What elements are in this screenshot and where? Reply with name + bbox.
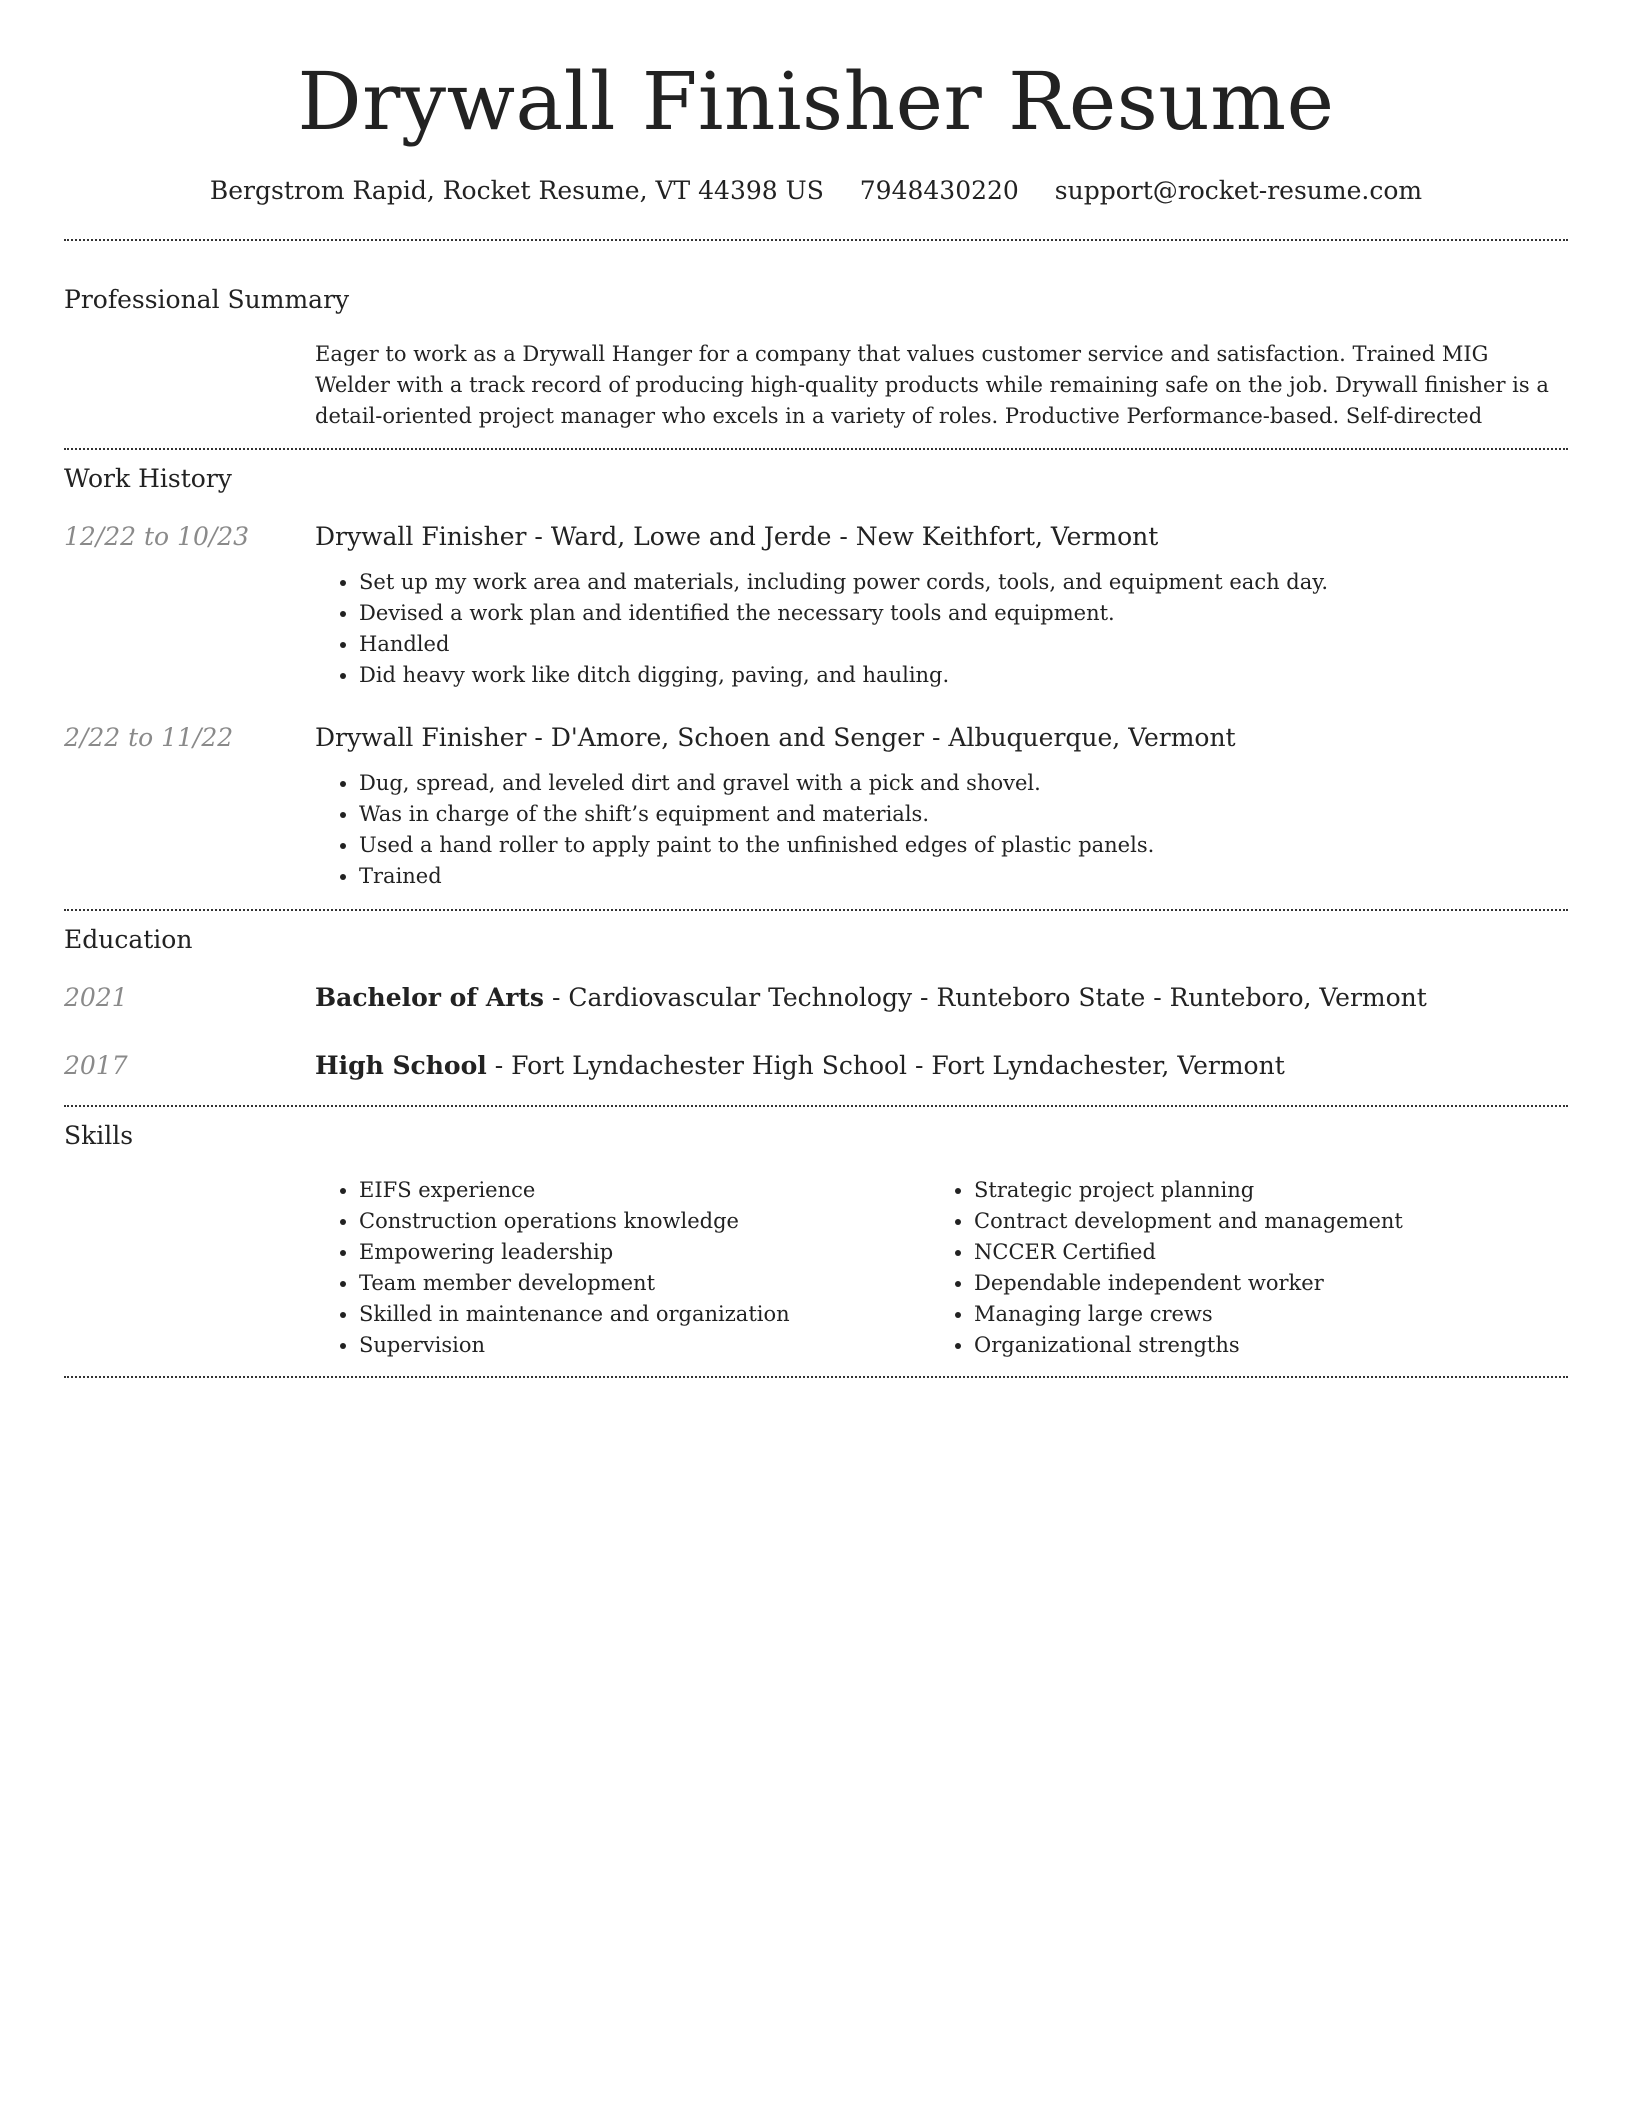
education-field: Cardiovascular Technology: [568, 983, 913, 1012]
contact-phone: 7948430220: [859, 176, 1019, 205]
list-item: • Used a hand roller to apply paint to the unfinished edges of plastic panels.: [359, 830, 1568, 861]
divider: [64, 1376, 1568, 1378]
education-body: [315, 1049, 1568, 1083]
skills-section: [64, 1119, 1568, 1361]
skill-item: • Team member development: [359, 1268, 930, 1299]
job-position: Drywall Finisher: [315, 723, 527, 752]
education-title-line: High School - Fort Lyndachester High School - Fort Lyndachester, Vermont: [315, 1051, 1285, 1080]
skills-list-left: [315, 1175, 930, 1361]
skill-item: • Strategic project planning: [974, 1175, 1545, 1206]
job-position: Drywall Finisher: [315, 522, 527, 551]
job-bullets: [315, 768, 1568, 892]
divider: [64, 239, 1568, 241]
skill-item: • Organizational strengths: [974, 1330, 1545, 1361]
job-dates: 2/22 to 11/22: [64, 723, 234, 752]
resume-title: Drywall Finisher Resume: [297, 55, 1335, 148]
skill-item: • Contract development and management: [974, 1206, 1545, 1237]
job-body: [315, 721, 1568, 892]
list-item: • Handled: [359, 629, 1568, 660]
skill-item: • Empowering leadership: [359, 1237, 930, 1268]
work-history-section: [64, 462, 1568, 892]
list-item: • Trained: [359, 861, 1568, 892]
education-school: Runteboro State: [936, 983, 1146, 1012]
skills-list-right: [930, 1175, 1545, 1361]
list-item: • Set up my work area and materials, including power cords, tools, and equipment each day.: [359, 567, 1568, 598]
education-section: [64, 923, 1568, 1083]
contact-email: support@rocket-resume.com: [1054, 176, 1423, 205]
education-entry: [64, 1049, 1568, 1083]
list-item: • Was in charge of the shift’s equipment and materials.: [359, 799, 1568, 830]
skills-heading: Skills: [64, 1121, 134, 1150]
skill-item: • EIFS experience: [359, 1175, 930, 1206]
list-item: • Dug, spread, and leveled dirt and gravel with a pick and shovel.: [359, 768, 1568, 799]
divider: [64, 909, 1568, 911]
job-bullets: [315, 567, 1568, 691]
job-location: New Keithfort, Vermont: [855, 522, 1159, 551]
job-employer: Ward, Lowe and Jerde: [550, 522, 832, 551]
job-entry: [64, 520, 1568, 691]
education-entry: [64, 981, 1568, 1015]
divider: [64, 448, 1568, 450]
education-school: Fort Lyndachester High School: [511, 1051, 908, 1080]
divider: [64, 1105, 1568, 1107]
education-year: 2021: [64, 983, 128, 1012]
education-location: Runteboro, Vermont: [1169, 983, 1427, 1012]
education-location: Fort Lyndachester, Vermont: [931, 1051, 1285, 1080]
skill-item: • Supervision: [359, 1330, 930, 1361]
contact-line: [64, 174, 1568, 208]
skill-item: • Skilled in maintenance and organization: [359, 1299, 930, 1330]
job-body: [315, 520, 1568, 691]
education-heading: Education: [64, 925, 193, 954]
list-item: • Devised a work plan and identified the necessary tools and equipment.: [359, 598, 1568, 629]
skill-item: • Dependable independent worker: [974, 1268, 1545, 1299]
job-dates: 12/22 to 10/23: [64, 522, 250, 551]
job-location: Albuquerque, Vermont: [948, 723, 1236, 752]
education-title-line: Bachelor of Arts - Cardiovascular Technology - Runteboro State - Runteboro, Vermont: [315, 983, 1427, 1012]
education-degree: Bachelor of Arts: [315, 983, 545, 1012]
list-item: • Did heavy work like ditch digging, paving, and hauling.: [359, 660, 1568, 691]
job-entry: [64, 721, 1568, 892]
job-title-line: Drywall Finisher - Ward, Lowe and Jerde - New Keithfort, Vermont: [315, 522, 1159, 551]
work-history-heading: Work History: [64, 464, 232, 493]
education-body: [315, 981, 1568, 1015]
education-year: 2017: [64, 1051, 128, 1080]
skills-columns: [315, 1175, 1568, 1361]
skill-item: • NCCER Certified: [974, 1237, 1545, 1268]
job-title-line: Drywall Finisher - D'Amore, Schoen and Senger - Albuquerque, Vermont: [315, 723, 1236, 752]
summary-text: Eager to work as a Drywall Hanger for a company that values customer service and satisfaction. Trained MIG Welder with a track record of producing high-quality products while remaining safe on the job. Drywall finisher is a detail-oriented project manager who excels in a variety of roles. Productive Performance-based. Self-directed: [315, 342, 1549, 428]
education-degree: High School: [315, 1051, 487, 1080]
summary-section: [64, 283, 1568, 448]
job-employer: D'Amore, Schoen and Senger: [550, 723, 925, 752]
skill-item: • Construction operations knowledge: [359, 1206, 930, 1237]
summary-heading: Professional Summary: [64, 285, 350, 314]
skill-item: • Managing large crews: [974, 1299, 1545, 1330]
contact-address: Bergstrom Rapid, Rocket Resume, VT 44398 US: [209, 176, 824, 205]
